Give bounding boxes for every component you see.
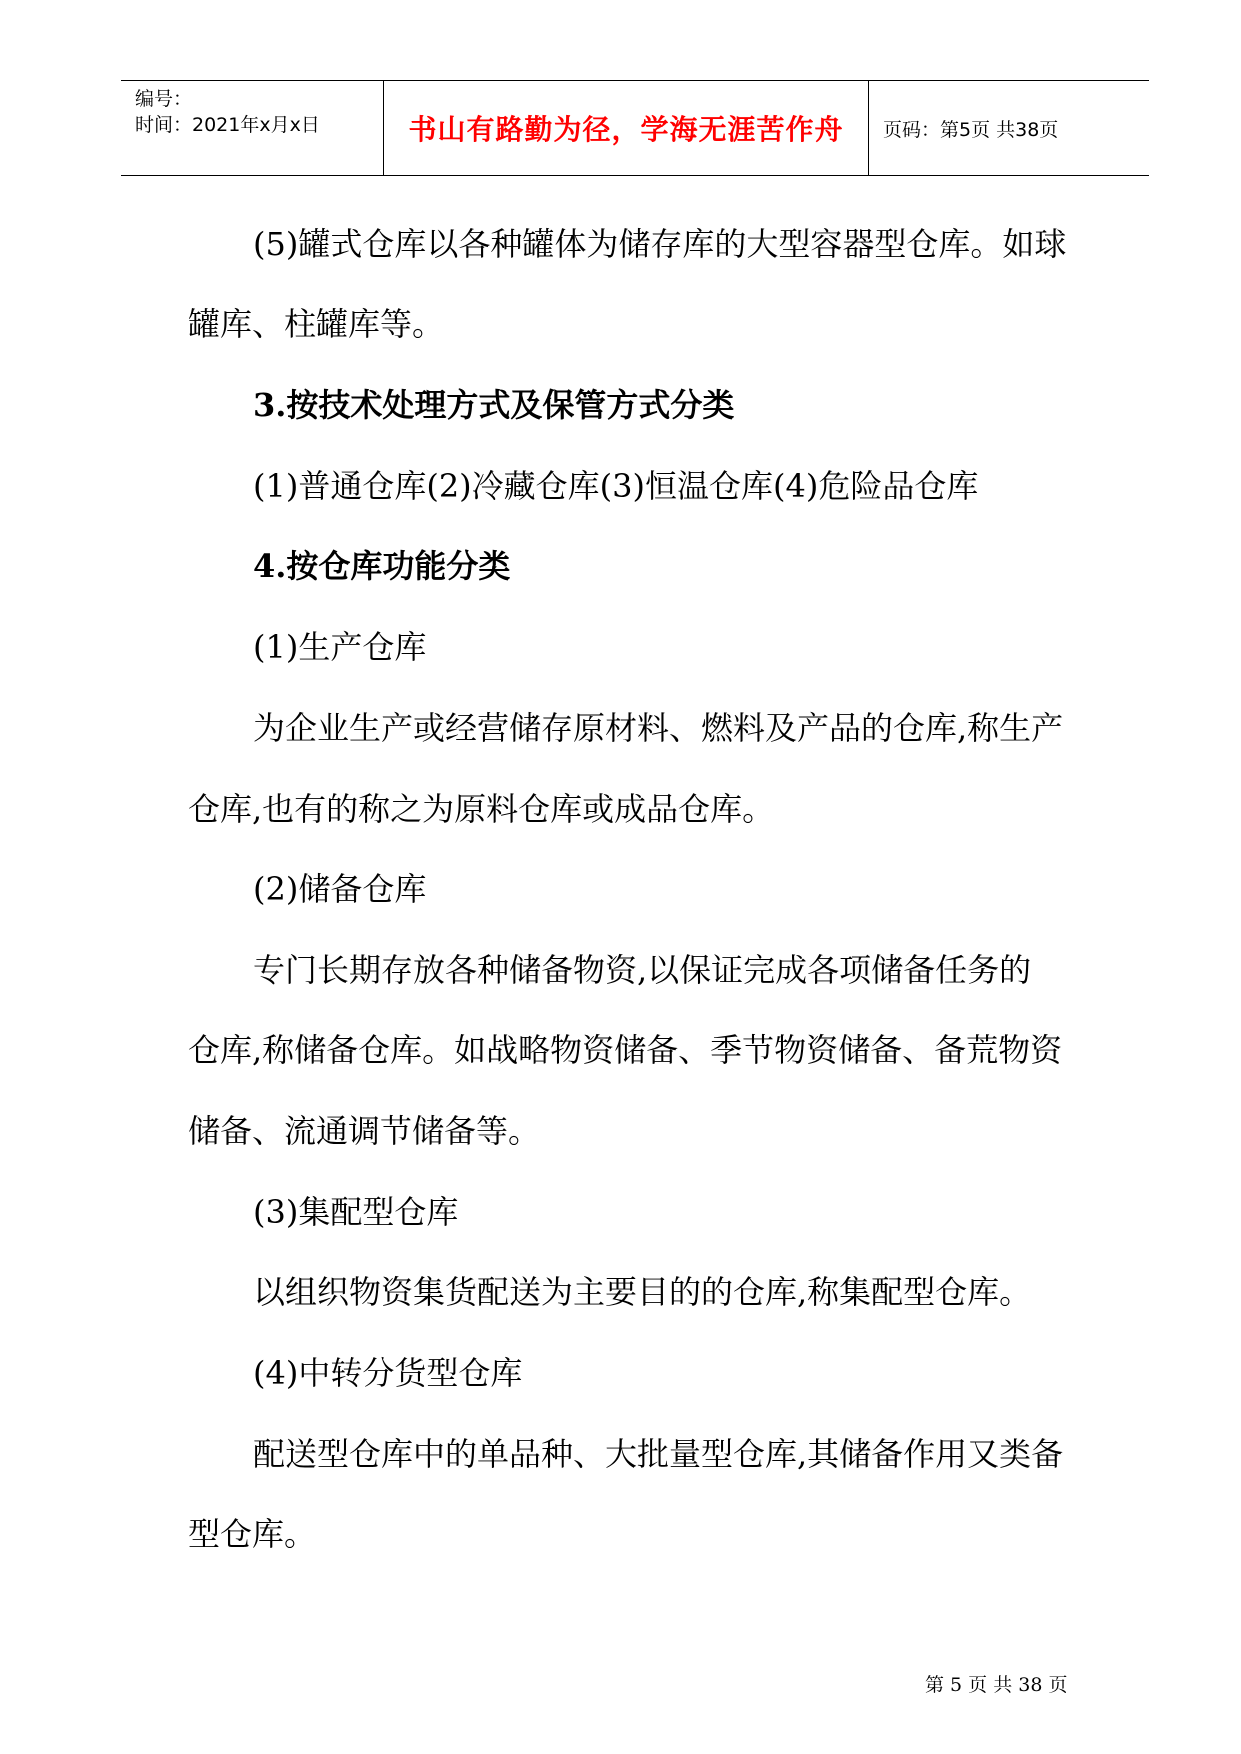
paragraph-line: 为企业生产或经营储存原材料、燃料及产品的仓库,称生产: [253, 709, 1064, 747]
page-footer: 第 5 页 共 38 页: [925, 1674, 1068, 1696]
header-page-cell: [869, 81, 1149, 175]
subheading-line: (4)中转分货型仓库: [253, 1354, 523, 1392]
paragraph-line: 型仓库。: [188, 1515, 317, 1553]
paragraph-line: 配送型仓库中的单品种、大批量型仓库,其储备作用又类备: [253, 1435, 1064, 1473]
paragraph-line: (1)普通仓库(2)冷藏仓库(3)恒温仓库(4)危险品仓库: [253, 467, 979, 505]
paragraph-line: (5)罐式仓库以各种罐体为储存库的大型容器型仓库。如球: [253, 225, 1067, 263]
page-code-label: 页码：第5页 共38页: [883, 118, 1059, 141]
paragraph-line: 罐库、柱罐库等。: [188, 305, 445, 343]
time-label: 时间：2021年x月x日: [135, 114, 320, 136]
header-info-cell: [121, 81, 383, 175]
subheading-line: (1)生产仓库: [253, 628, 427, 666]
section-heading: 3.按技术处理方式及保管方式分类: [253, 386, 735, 424]
header-motto-cell: [383, 81, 869, 175]
paragraph-line: 仓库,称储备仓库。如战略物资储备、季节物资储备、备荒物资: [188, 1031, 1063, 1069]
paragraph-line: 储备、流通调节储备等。: [188, 1112, 541, 1150]
page-header: [121, 80, 1149, 176]
motto-text: 书山有路勤为径，学海无涯苦作舟: [408, 113, 844, 146]
paragraph-line: 仓库,也有的称之为原料仓库或成品仓库。: [188, 790, 775, 828]
section-heading: 4.按仓库功能分类: [253, 547, 511, 585]
subheading-line: (3)集配型仓库: [253, 1193, 459, 1231]
subheading-line: (2)储备仓库: [253, 870, 427, 908]
paragraph-line: 以组织物资集货配送为主要目的的仓库,称集配型仓库。: [253, 1273, 1032, 1311]
serial-number-label: 编号：: [135, 88, 193, 110]
paragraph-line: 专门长期存放各种储备物资,以保证完成各项储备任务的: [253, 951, 1032, 989]
